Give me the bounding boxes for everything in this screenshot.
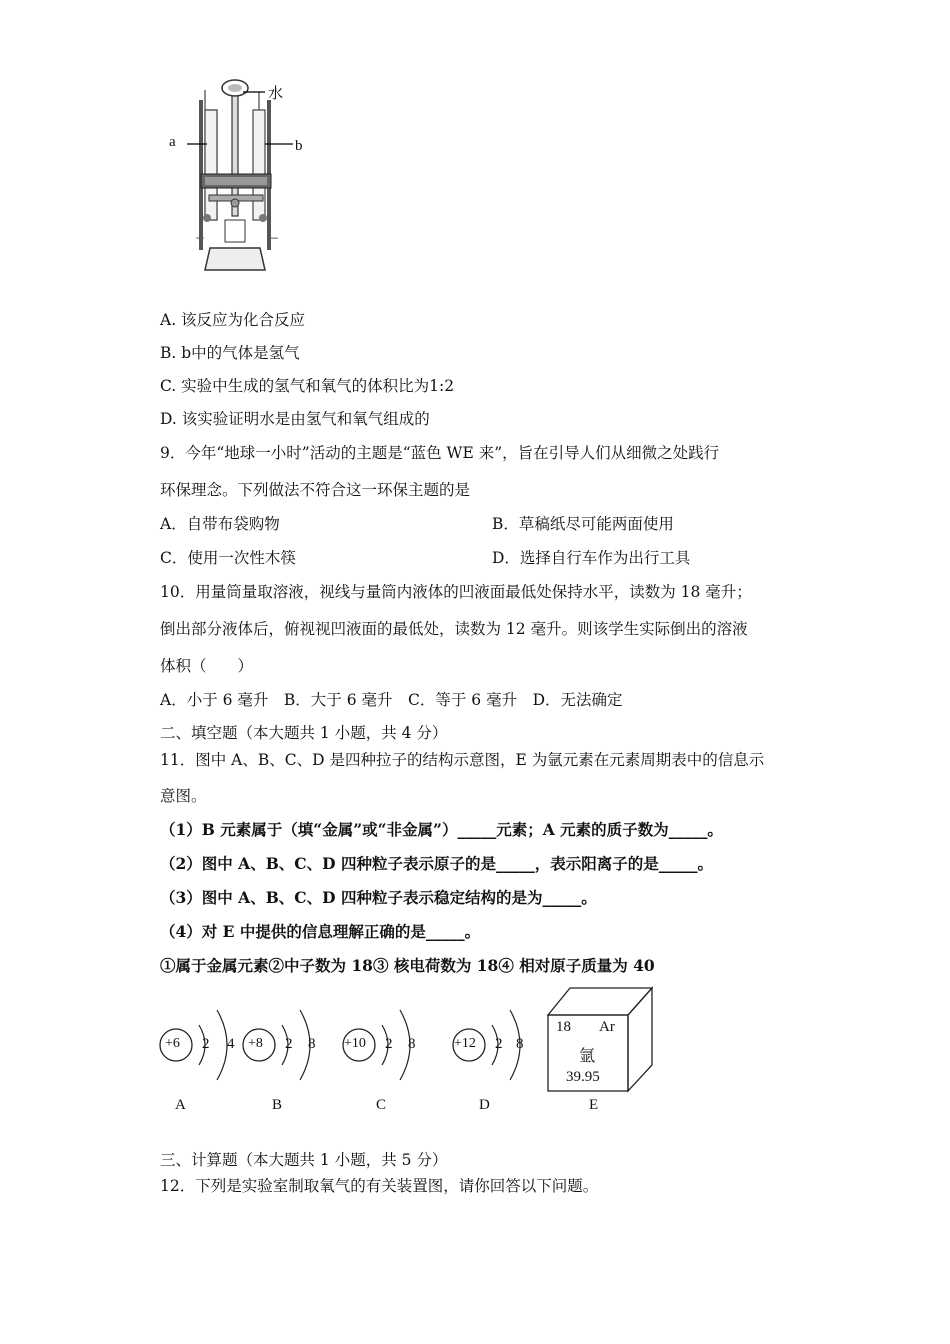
label-water: 水: [268, 86, 284, 102]
q9-option-a: A．自带布袋购物: [160, 515, 280, 533]
atom-diagram-b: [238, 1000, 328, 1120]
label-b: b: [295, 138, 303, 154]
atom-a-nucleus: +6: [165, 1036, 180, 1051]
atom-b-label: B: [272, 1097, 283, 1113]
svg-text:−: −: [269, 231, 280, 245]
atom-c-shell-1: 2: [385, 1036, 393, 1052]
atom-c-shell-2: 8: [408, 1036, 416, 1052]
section-2-title: 二、填空题（本大题共 1 小题，共 4 分）: [160, 724, 448, 742]
element-mass: 39.95: [566, 1069, 600, 1085]
atom-d-shell-2: 8: [516, 1036, 524, 1052]
q11-part-4: （4）对 E 中提供的信息理解正确的是_____。: [160, 922, 481, 941]
q9-stem-2: 环保理念。下列做法不符合这一环保主题的是: [160, 481, 471, 499]
atom-b-shell-1: 2: [285, 1036, 293, 1052]
q8-option-c: C. 实验中生成的氢气和氧气的体积比为1:2: [160, 377, 455, 395]
electrolysis-apparatus-drawing: [165, 70, 315, 280]
element-box-label: E: [589, 1097, 599, 1113]
atom-d-label: D: [479, 1097, 490, 1113]
q9-option-d: D．选择自行车作为出行工具: [492, 549, 691, 567]
q11-choices: ①属于金属元素②中子数为 18③ 核电荷数为 18④ 相对原子质量为 40: [160, 956, 655, 975]
electrolysis-apparatus-figure: [165, 70, 315, 280]
q9-stem-1: 9．今年“地球一小时”活动的主题是“蓝色 WE 来”，旨在引导人们从细微之处践行: [160, 444, 720, 462]
q11-stem-1: 11．图中 A、B、C、D 是四种拉子的结构示意图，E 为氩元素在元素周期表中的信息示: [160, 751, 765, 769]
q11-part-1: （1）B 元素属于（填“金属”或“非金属”）_____元素；A 元素的质子数为_____。: [160, 820, 723, 839]
element-name: 氩: [579, 1048, 596, 1065]
q10-options: A．小于 6 毫升 B．大于 6 毫升 C．等于 6 毫升 D．无法确定: [160, 691, 623, 709]
atom-b-nucleus: +8: [248, 1036, 263, 1051]
atom-d-nucleus: +12: [454, 1036, 476, 1051]
atom-c-nucleus: +10: [344, 1036, 366, 1051]
q10-stem-2: 倒出部分液体后，俯视视凹液面的最低处，读数为 12 毫升。则该学生实际倒出的溶液: [160, 620, 748, 638]
atom-diagram-d: [448, 1000, 538, 1120]
q8-option-d: D. 该实验证明水是由氢气和氧气组成的: [160, 410, 430, 428]
q11-stem-2: 意图。: [160, 787, 207, 805]
atom-d-shell-1: 2: [495, 1036, 503, 1052]
atom-c-label: C: [376, 1097, 387, 1113]
element-box-drawing: [545, 985, 665, 1095]
q10-stem-3: 体积（ ）: [160, 657, 254, 675]
atom-diagram-c: [338, 1000, 428, 1120]
q9-option-b: B．草稿纸尽可能两面使用: [492, 515, 674, 533]
element-symbol: Ar: [599, 1019, 615, 1035]
atom-a-shell-2: 4: [227, 1036, 235, 1052]
q12-stem: 12．下列是实验室制取氧气的有关装置图，请你回答以下问题。: [160, 1177, 599, 1195]
q11-part-2: （2）图中 A、B、C、D 四种粒子表示原子的是_____，表示阳离子的是_____。: [160, 854, 713, 873]
atom-a-label: A: [175, 1097, 186, 1113]
element-box-e: [545, 985, 665, 1120]
atom-diagram-a: [155, 1000, 245, 1120]
q10-stem-1: 10．用量筒量取溶液，视线与量筒内液体的凹液面最低处保持水平，读数为 18 毫升；: [160, 583, 752, 601]
q9-option-c: C．使用一次性木筷: [160, 549, 296, 567]
q8-option-b: B. b中的气体是氢气: [160, 344, 300, 362]
element-number: 18: [556, 1019, 571, 1035]
atom-b-shell-2: 8: [308, 1036, 316, 1052]
svg-text:+: +: [195, 231, 206, 245]
atom-a-shell-1: 2: [202, 1036, 210, 1052]
q11-part-3: （3）图中 A、B、C、D 四种粒子表示稳定结构的是为_____。: [160, 888, 597, 907]
q8-option-a: A. 该反应为化合反应: [160, 311, 306, 329]
section-3-title: 三、计算题（本大题共 1 小题，共 5 分）: [160, 1151, 448, 1169]
label-a: a: [169, 134, 176, 150]
